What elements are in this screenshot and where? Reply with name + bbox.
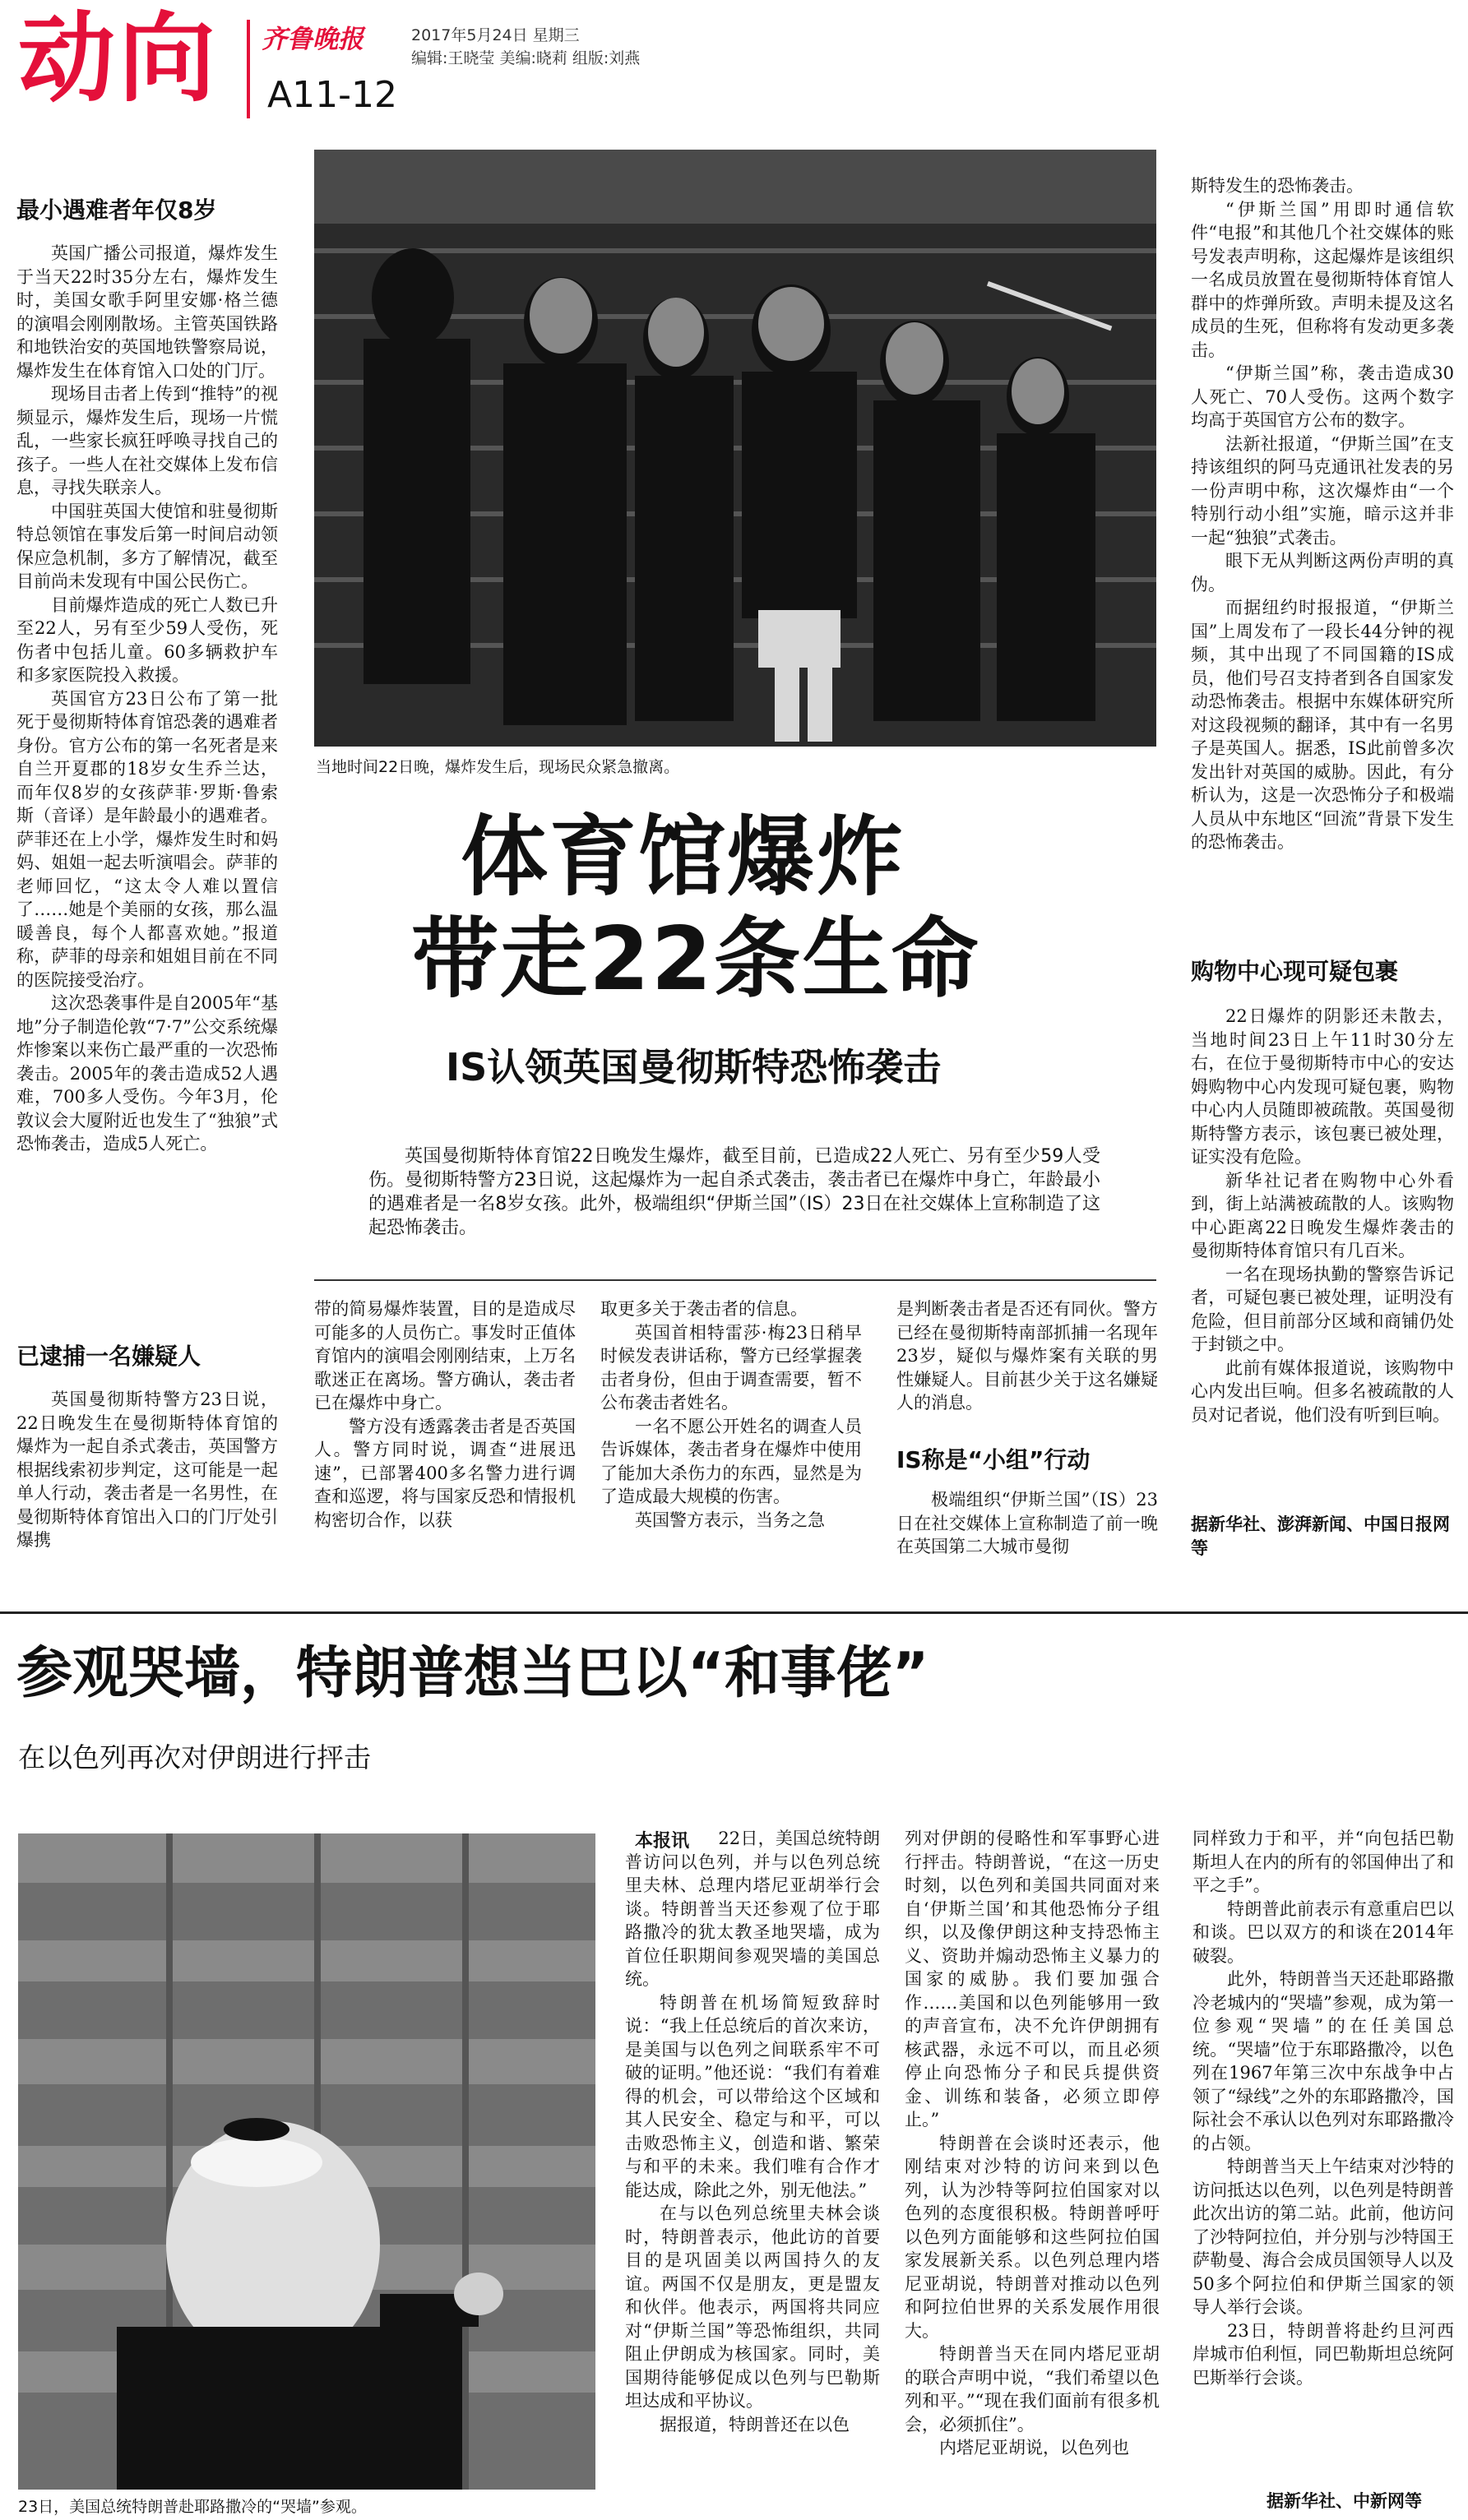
right-column-text-2	[1191, 1005, 1454, 1506]
paragraph: 列对伊朗的侵略性和军事野心进行抨击。特朗普说，“在这一历史时刻，以色列和美国共同面对来自‘伊斯兰国’和其他恐怖分子组织，以及像伊朗这种支持恐怖主义、资助并煽动恐怖主义暴力的国家的威胁。我们要加强合作……美国和以色列能够用一致的声音宣布，决不允许伊朗拥有核武器，永远不可以，而且必须停止向恐怖分子和民兵提供资金、训练和装备，必须立即停止。”	[905, 1829, 1160, 2129]
paragraph: 取更多关于袭击者的信息。	[600, 1299, 808, 1319]
story2-byline: 本报讯	[635, 1831, 690, 1852]
story2-source: 据新华社、中新网等	[1267, 2491, 1422, 2511]
trump-western-wall-photo	[18, 1833, 595, 2490]
paragraph: 这次恐袭事件是自2005年“基地”分子制造伦敦“7·7”公交系统爆炸惨案以来伤亡最严重的一次恐怖袭击。2005年的袭击造成52人遇难，700多人受伤。今年3月，伦敦议会大厦附近也发生了“独狼”式恐怖袭击，造成5人死亡。	[16, 993, 278, 1154]
page-code: A11-12	[267, 74, 397, 116]
subhead-suspect-arrested: 已逮捕一名嫌疑人	[16, 1343, 201, 1370]
paragraph: 带的简易爆炸装置，目的是造成尽可能多的人员伤亡。事发时正值体育馆内的演唱会刚刚结束，上万名歌迷正在离场。警方确认，袭击者已在爆炸中身亡。	[314, 1299, 576, 1413]
paragraph: 此外，特朗普当天还赴耶路撒冷老城内的“哭墙”参观，成为第一位参观“哭墙”的在任美国总统。“哭墙”位于东耶路撒冷，以色列在1967年第三次中东战争中占领了“绿线”之外的东耶路撒冷，国际社会不承认以色列对东耶路撒冷的占领。	[1192, 1969, 1454, 2153]
paragraph: 一名在现场执勤的警察告诉记者，可疑包裹已被处理，证明没有危险，但目前部分区域和商铺仍处于封锁之中。	[1191, 1264, 1454, 1354]
main-subheadline: IS认领英国曼彻斯特恐怖袭击	[446, 1045, 942, 1089]
paragraph: “伊斯兰国”用即时通信软件“电报”和其他几个社交媒体的账号发表声明称，这起爆炸是该组织一名成员放置在曼彻斯特体育馆人群中的炸弹所致。声明未提及这名成员的生死，但称将有发动更多袭击。	[1191, 199, 1454, 360]
paragraph: 法新社报道，“伊斯兰国”在支持该组织的阿马克通讯社发表的另一份声明中称，这次爆炸由“一个特别行动小组”实施，暗示这并非一起“独狼”式袭击。	[1191, 433, 1454, 548]
main-headline-line1: 体育馆爆炸	[461, 807, 905, 908]
crowd-evacuation-photo	[314, 150, 1156, 747]
paragraph: 警方没有透露袭击者是否英国人。警方同时说，调查“进展迅速”，已部署400多名警力进行调查和巡逻，将与国家反恐和情报机构密切合作，以获	[314, 1416, 576, 1530]
paragraph: 此前有媒体报道说，该购物中心内发出巨响。但多名被疏散的人员对记者说，他们没有听到巨响。	[1191, 1357, 1454, 1425]
subhead-youngest-victim: 最小遇难者年仅8岁	[16, 197, 217, 224]
masthead-divider	[247, 20, 250, 118]
subhead-suspicious-package: 购物中心现可疑包裹	[1191, 958, 1399, 985]
paragraph: 英国首相特雷莎·梅23日稍早时候发表讲话称，警方已经掌握袭击者身份，但由于调查需要，暂不公布袭击者姓名。	[600, 1322, 862, 1413]
story1-source: 据新华社、澎湃新闻、中国日报网等	[1191, 1514, 1450, 1558]
story2-column-2	[905, 1827, 1160, 2509]
editors-line: 编辑:王晓莹 美编:晓莉 组版:刘燕	[411, 49, 641, 67]
mid-column-text-3	[896, 1297, 1158, 1422]
paragraph: 现场目击者上传到“推特”的视频显示，爆炸发生后，现场一片慌乱，一些家长疯狂呼唤寻找自己的孩子。一些人在社交媒体上发布信息，寻找失联亲人。	[16, 384, 278, 497]
paragraph: 特朗普在机场简短致辞时说：“我上任总统后的首次来访，是美国与以色列之间联系牢不可破的证明。”他还说：“我们有着难得的机会，可以带给这个区域和其人民安全、稳定与和平，可以击败恐怖主义，创造和谐、繁荣与和平的未来。我们唯有合作才能达成，除此之外，别无他法。”	[625, 1992, 880, 2200]
photo2-caption: 23日，美国总统特朗普赴耶路撒冷的“哭墙”参观。	[18, 2498, 367, 2516]
mid-column-text-2	[600, 1297, 862, 1577]
paragraph: 一名不愿公开姓名的调查人员告诉媒体，袭击者身在爆炸中使用了能加大杀伤力的东西，显然是为了造成最大规模的伤害。	[600, 1416, 862, 1506]
paragraph: 在与以色列总统里夫林会谈时，特朗普表示，他此访的首要目的是巩固美以两国持久的友谊。两国不仅是朋友，更是盟友和伙伴。他表示，两国将共同应对“伊斯兰国”等恐怖组织，共同阻止伊朗成为核国家。同时，美国期待能够促成以色列与巴勒斯坦达成和平协议。	[625, 2203, 880, 2411]
paragraph: 内塔尼亚胡说，以色列也	[939, 2438, 1129, 2458]
paragraph: 23日，特朗普将赴约旦河西岸城市伯利恒，同巴勒斯坦总统阿巴斯举行会谈。	[1192, 2320, 1454, 2388]
date-line: 2017年5月24日 星期三	[411, 26, 580, 44]
story-divider	[0, 1611, 1468, 1614]
paragraph: 英国官方23日公布了第一批死于曼彻斯特体育馆恐袭的遇难者身份。官方公布的第一名死者是来自兰开夏郡的18岁女生乔兰达，而年仅8岁的女孩萨菲·罗斯·鲁索斯（音译）是年龄最小的遇难者。萨菲还在上小学，爆炸发生时和妈妈、姐姐一起去听演唱会。萨菲的老师回忆，“这太令人难以置信了……她是个美丽的女孩，那么温暖善良，每个人都喜欢她。”报道称，萨菲的母亲和姐姐目前在不同的医院接受治疗。	[16, 688, 278, 990]
paragraph: 特朗普此前表示有意重启巴以和谈。巴以双方的和谈在2014年破裂。	[1192, 1898, 1454, 1966]
paragraph: 据报道，特朗普还在以色	[660, 2414, 850, 2434]
paragraph: 特朗普当天在同内塔尼亚胡的联合声明中说，“我们希望以色列和平。”“现在我们面前有很多机会，必须抓住”。	[905, 2344, 1160, 2434]
paragraph: 英国曼彻斯特警方23日说，22日晚发生在曼彻斯特体育馆的爆炸为一起自杀式袭击，英国警方根据线索初步判定，这可能是一起单人行动，袭击者是一名男性，在曼彻斯特体育馆出入口的门厅处引爆携	[16, 1389, 278, 1550]
paragraph: 22日爆炸的阴影还未散去，当地时间23日上午11时30分左右，在位于曼彻斯特市中心的安达姆购物中心内发现可疑包裹，购物中心内人员随即被疏散。英国曼彻斯特警方表示，该包裹已被处理，证实没有危险。	[1191, 1006, 1454, 1167]
subhead-is-claims: IS称是“小组”行动	[896, 1446, 1091, 1473]
paragraph: 同样致力于和平，并“向包括巴勒斯坦人在内的所有的邻国伸出了和平之手”。	[1192, 1829, 1454, 1895]
paragraph: 是判断袭击者是否还有同伙。警方已经在曼彻斯特南部抓捕一名现年23岁，疑似与爆炸案有关联的男性嫌疑人。目前甚少关于这名嫌疑人的消息。	[896, 1299, 1158, 1413]
paragraph: 英国警方表示，当务之急	[635, 1510, 825, 1530]
section-title: 动向	[18, 2, 220, 115]
mid-column-text-3b	[896, 1488, 1158, 1579]
story2-column-1	[625, 1827, 880, 2509]
left-column-text-2	[16, 1388, 278, 1577]
paragraph: 斯特发生的恐怖袭击。	[1191, 176, 1364, 196]
paragraph: 英国广播公司报道，爆炸发生于当天22时35分左右，爆炸发生时，美国女歌手阿里安娜·格兰德的演唱会刚刚散场。主管英国铁路和地铁治安的英国地铁警察局说，爆炸发生在体育馆入口处的门厅。	[16, 243, 278, 381]
right-column-text-1	[1191, 174, 1454, 941]
mid-column-text-1	[314, 1297, 576, 1577]
story2-column-3	[1192, 1827, 1454, 2476]
paragraph: 中国驻英国大使馆和驻曼彻斯特总领馆在事发后第一时间启动领保应急机制，多方了解情况，截至目前尚未发现有中国公民伤亡。	[16, 501, 278, 591]
paragraph: 目前爆炸造成的死亡人数已升至22人，另有至少59人受伤，死伤者中包括儿童。60多辆救护车和多家医院投入救援。	[16, 594, 278, 685]
paragraph: 新华社记者在购物中心外看到，街上站满被疏散的人。该购物中心距离22日晚发生爆炸袭击的曼彻斯特体育馆只有几百米。	[1191, 1170, 1454, 1260]
story2-headline: 参观哭墙，特朗普想当巴以“和事佬”	[16, 1641, 929, 1706]
paragraph: “伊斯兰国”称，袭击造成30人死亡、70人受伤。这两个数字均高于英国官方公布的数字。	[1191, 363, 1454, 430]
paragraph: 特朗普在会谈时还表示，他刚结束对沙特的访问来到以色列，认为沙特等阿拉伯国家对以色列的态度很积极。特朗普呼吁以色列方面能够和这些阿拉伯国家发展新关系。以色列总理内塔尼亚胡说，特朗普对推动以色列和阿拉伯世界的关系发展作用很大。	[905, 2133, 1160, 2341]
paragraph: 而据纽约时报报道，“伊斯兰国”上周发布了一段长44分钟的视频，其中出现了不同国籍的IS成员，他们号召支持者到各自国家发动恐怖袭击。根据中东媒体研究所对这段视频的翻译，其中有一名男子是英国人。据悉，IS此前曾多次发出针对英国的威胁。因此，有分析认为，这是一次恐怖分子和极端人员从中东地区“回流”背景下发生的恐怖袭击。	[1191, 598, 1454, 852]
paragraph: 特朗普当天上午结束对沙特的访问抵达以色列，以色列是特朗普此次出访的第二站。此前，他访问了沙特阿拉伯，并分别与沙特国王萨勒曼、海合会成员国领导人以及50多个阿拉伯和伊斯兰国家的领导人举行会谈。	[1192, 2157, 1454, 2317]
story2-subheadline: 在以色列再次对伊朗进行抨击	[18, 1741, 371, 1773]
photo1-caption: 当地时间22日晚，爆炸发生后，现场民众紧急撤离。	[316, 758, 680, 776]
paragraph: 极端组织“伊斯兰国”（IS）23日在社交媒体上宣称制造了前一晚在英国第二大城市曼彻	[896, 1490, 1158, 1556]
paragraph: 眼下无从判断这两份声明的真伪。	[1191, 551, 1454, 594]
lead-underline	[314, 1279, 1156, 1281]
lead-paragraph: 英国曼彻斯特体育馆22日晚发生爆炸，截至目前，已造成22人死亡、另有至少59人受伤。曼彻斯特警方23日说，这起爆炸为一起自杀式袭击，袭击者已在爆炸中身亡，年龄最小的遇难者是一名8岁女孩。此外，极端组织“伊斯兰国”（IS）23日在社交媒体上宣称制造了这起恐怖袭击。	[368, 1146, 1100, 1238]
paragraph: 22日，美国总统特朗普访问以色列，并与以色列总统里夫林、总理内塔尼亚胡举行会谈。特朗普当天还参观了位于耶路撒冷的犹太教圣地哭墙，成为首位任职期间参观哭墙的美国总统。	[625, 1829, 880, 1989]
left-column-text-1	[16, 242, 278, 1315]
paper-name-logo: 齐鲁晚报	[262, 25, 364, 54]
main-headline-line2: 带走22条生命	[411, 909, 980, 1010]
